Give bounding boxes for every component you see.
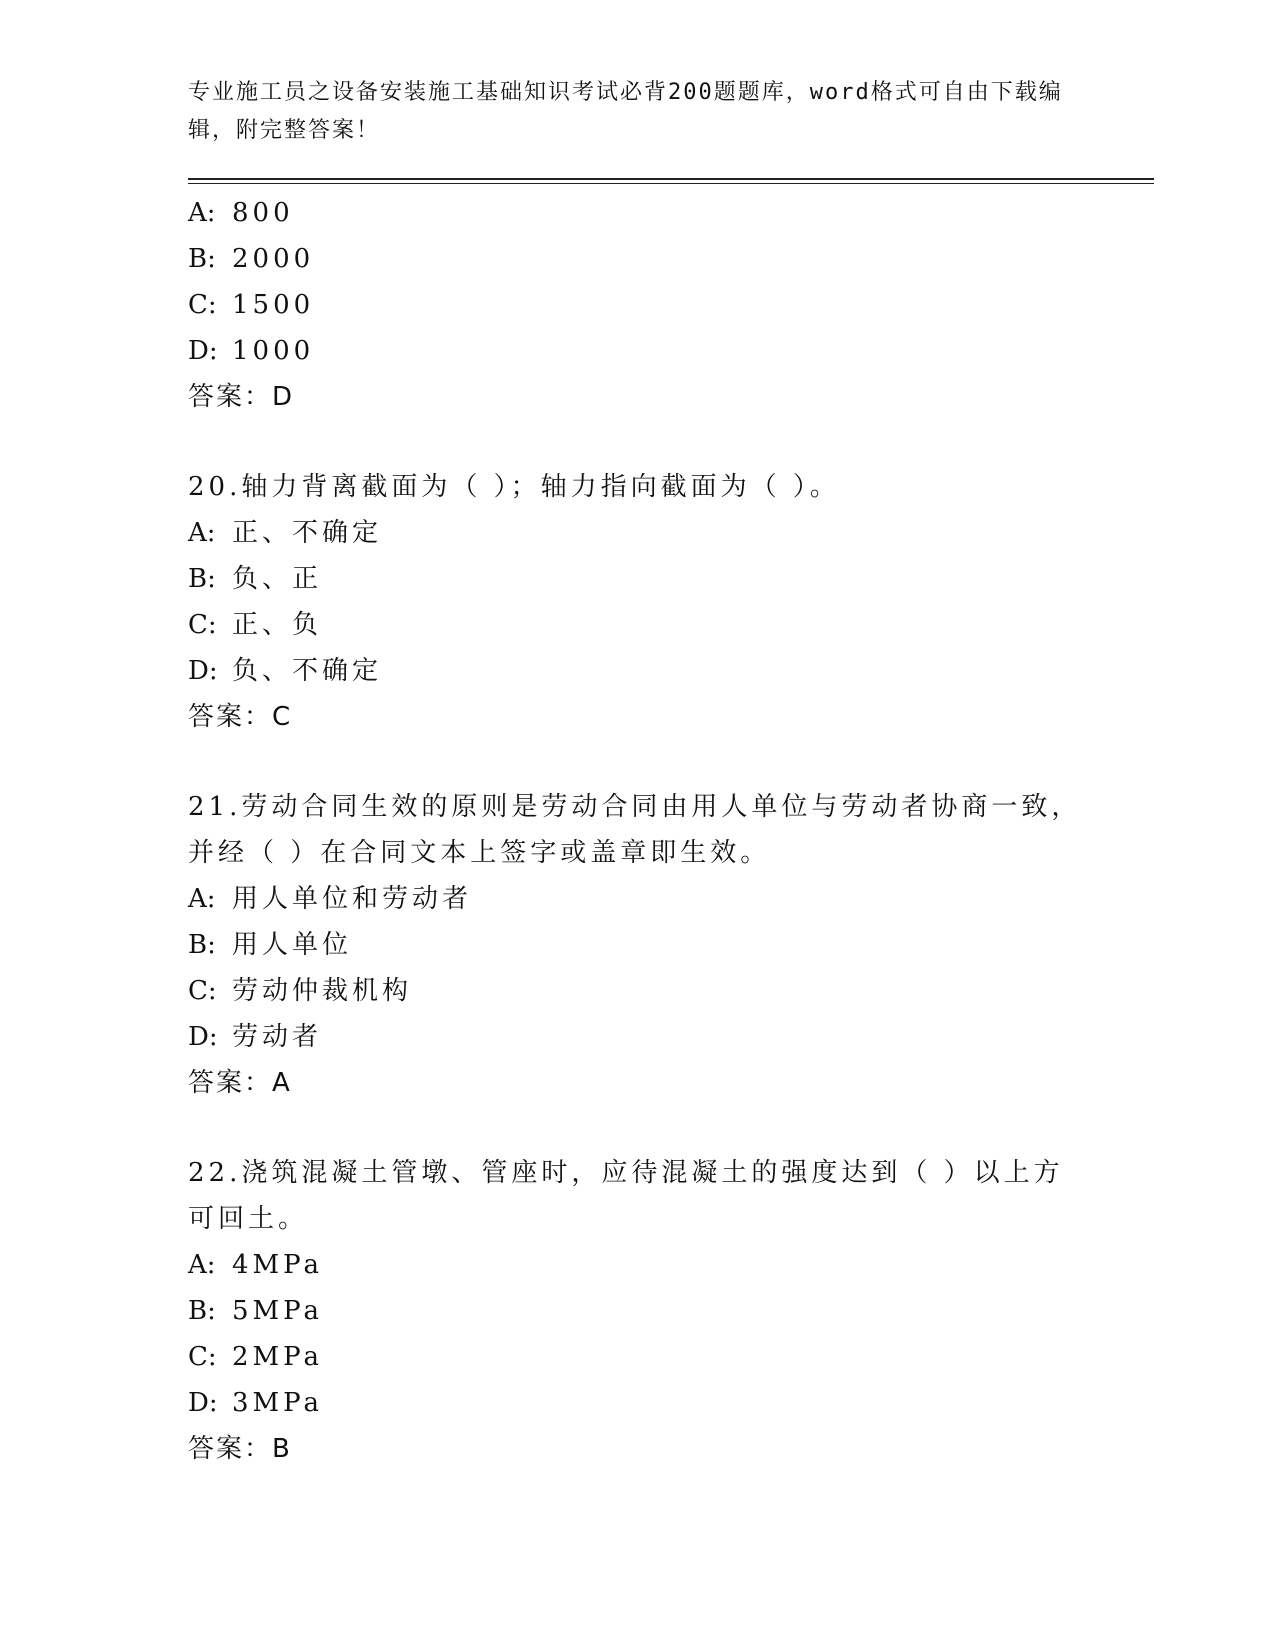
- answer-line: 答案：A: [188, 1068, 292, 1098]
- answer-line: 答案：B: [188, 1434, 292, 1464]
- option-c: [188, 968, 1088, 1014]
- option-a: [188, 1242, 1088, 1288]
- question-block: [188, 190, 1088, 420]
- option-d: [188, 328, 1088, 374]
- question-block: [188, 464, 1088, 740]
- answer-line: 答案：C: [188, 702, 293, 732]
- spacer: [188, 740, 1088, 784]
- option-text: 4MPa: [232, 1250, 323, 1280]
- option-text: 负、不确定: [232, 656, 383, 686]
- option-text: 3MPa: [232, 1388, 323, 1418]
- option-letter: D:: [188, 336, 218, 366]
- option-c: [188, 1334, 1088, 1380]
- option-d: [188, 1014, 1088, 1060]
- option-letter: A:: [188, 1250, 216, 1280]
- option-letter: C:: [188, 976, 217, 1006]
- spacer: [188, 1106, 1088, 1150]
- option-letter: D:: [188, 1388, 218, 1418]
- option-text: 1000: [232, 336, 315, 366]
- option-letter: A:: [188, 198, 216, 228]
- option-a: [188, 876, 1088, 922]
- spacer: [188, 420, 1088, 464]
- option-letter: B:: [188, 564, 216, 594]
- option-letter: C:: [188, 290, 217, 320]
- option-letter: C:: [188, 610, 217, 640]
- option-text: 800: [232, 198, 294, 228]
- option-text: 正、负: [232, 610, 323, 640]
- question-text: 22.浇筑混凝土管墩、管座时，应待混凝土的强度达到（ ）以上方可回土。: [188, 1158, 1064, 1234]
- option-text: 用人单位和劳动者: [232, 884, 473, 914]
- header-rule-thick: [188, 178, 1154, 180]
- option-text: 负、正: [232, 564, 323, 594]
- option-a: [188, 190, 1088, 236]
- option-b: [188, 922, 1088, 968]
- option-letter: B:: [188, 1296, 216, 1326]
- header-rule-thin: [188, 183, 1154, 184]
- option-text: 劳动者: [232, 1022, 323, 1052]
- option-d: [188, 648, 1088, 694]
- option-c: [188, 602, 1088, 648]
- document-header: 专业施工员之设备安装施工基础知识考试必背200题题库，word格式可自由下载编辑，附完整答案！: [188, 80, 1063, 143]
- question-text: 21.劳动合同生效的原则是劳动合同由用人单位与劳动者协商一致，并经（ ）在合同文本上签字或盖章即生效。: [188, 792, 1082, 868]
- question-block: [188, 1150, 1088, 1472]
- option-letter: B:: [188, 244, 216, 274]
- option-a: [188, 510, 1088, 556]
- option-letter: A:: [188, 884, 216, 914]
- option-b: [188, 556, 1088, 602]
- option-letter: B:: [188, 930, 216, 960]
- option-letter: D:: [188, 656, 218, 686]
- option-text: 2MPa: [232, 1342, 323, 1372]
- question-text: 20.轴力背离截面为（ ）；轴力指向截面为（ ）。: [188, 472, 840, 502]
- question-list: [188, 190, 1088, 1472]
- option-c: [188, 282, 1088, 328]
- option-letter: D:: [188, 1022, 218, 1052]
- option-text: 用人单位: [232, 930, 353, 960]
- option-text: 劳动仲裁机构: [232, 976, 413, 1006]
- option-text: 2000: [232, 244, 315, 274]
- option-d: [188, 1380, 1088, 1426]
- option-text: 5MPa: [232, 1296, 323, 1326]
- answer-line: 答案：D: [188, 382, 295, 412]
- option-b: [188, 1288, 1088, 1334]
- option-text: 1500: [232, 290, 315, 320]
- option-text: 正、不确定: [232, 518, 383, 548]
- question-block: [188, 784, 1088, 1106]
- option-letter: A:: [188, 518, 216, 548]
- option-letter: C:: [188, 1342, 217, 1372]
- option-b: [188, 236, 1088, 282]
